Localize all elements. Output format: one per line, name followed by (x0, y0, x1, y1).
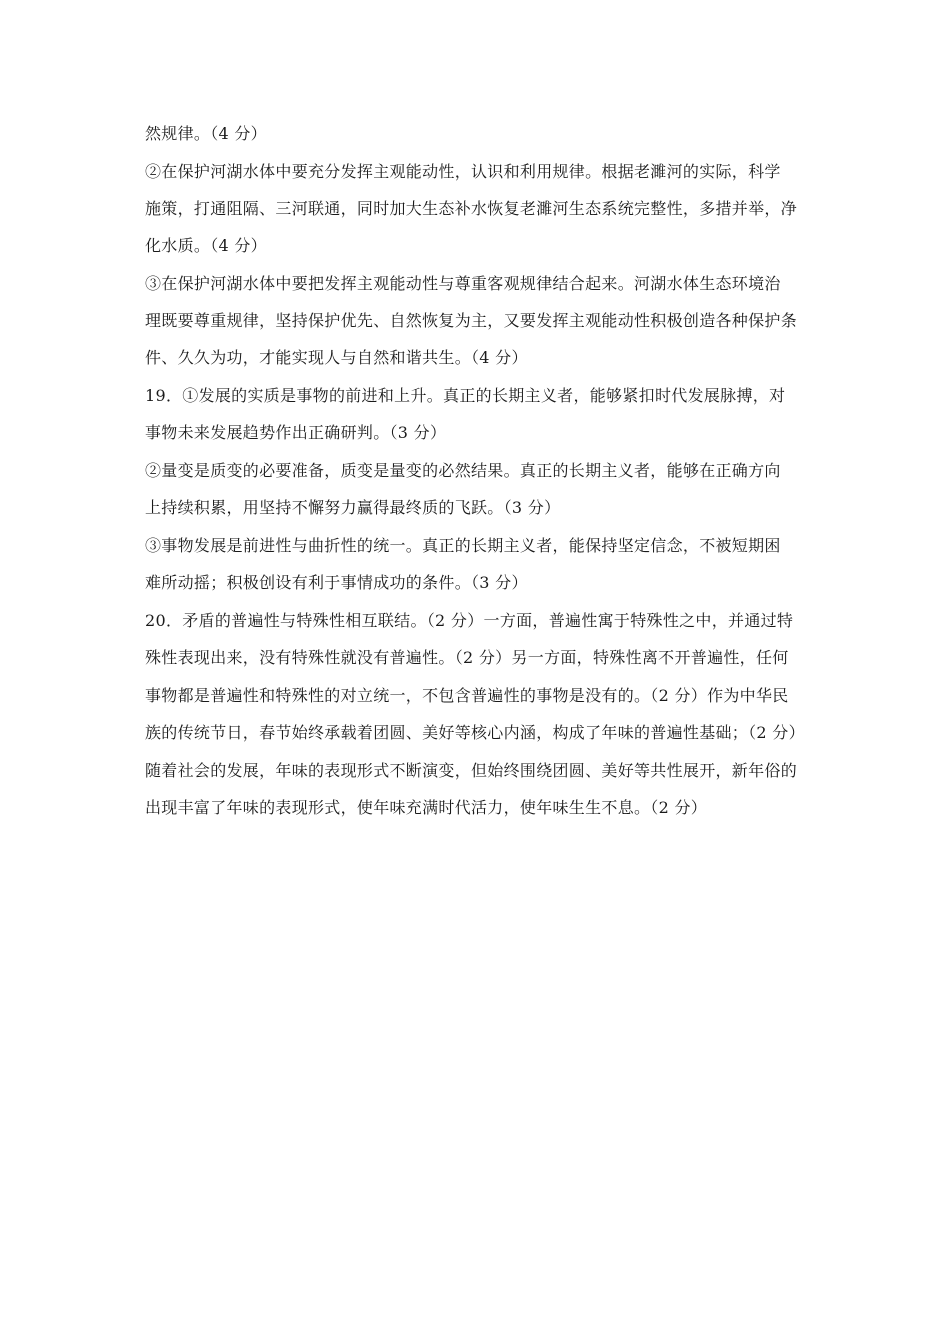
text-line: 出现丰富了年味的表现形式，使年味充满时代活力，使年味生生不息。（2 分） (145, 798, 708, 817)
text-line: 殊性表现出来，没有特殊性就没有普遍性。（2 分）另一方面，特殊性离不开普遍性，任何 (145, 648, 789, 667)
text-line: ③在保护河湖水体中要把发挥主观能动性与尊重客观规律结合起来。河湖水体生态环境治 (145, 274, 781, 293)
text-line: 事物未来发展趋势作出正确研判。（3 分） (145, 423, 447, 442)
text-line: ③事物发展是前进性与曲折性的统一。真正的长期主义者，能保持坚定信念，不被短期困 (145, 536, 781, 555)
text-line: 化水质。（4 分） (145, 236, 267, 255)
text-line: 然规律。（4 分） (145, 124, 267, 143)
text-line: ②在保护河湖水体中要充分发挥主观能动性，认识和利用规律。根据老濉河的实际，科学 (145, 162, 781, 181)
text-line: 理既要尊重规律，坚持保护优先、自然恢复为主，又要发挥主观能动性积极创造各种保护条 (145, 311, 798, 330)
text-line: 族的传统节日，春节始终承载着团圆、美好等核心内涵，构成了年味的普遍性基础；（2 分） (145, 723, 805, 742)
text-line: 上持续积累，用坚持不懈努力赢得最终质的飞跃。（3 分） (145, 498, 561, 517)
text-line: 难所动摇；积极创设有利于事情成功的条件。（3 分） (145, 573, 528, 592)
text-line: 件、久久为功，才能实现人与自然和谐共生。（4 分） (145, 348, 528, 367)
text-line: 施策，打通阻隔、三河联通，同时加大生态补水恢复老濉河生态系统完整性，多措并举，净 (145, 199, 798, 218)
text-line: 20．矛盾的普遍性与特殊性相互联结。（2 分）一方面，普遍性寓于特殊性之中，并通过特 (145, 611, 794, 630)
text-line: ②量变是质变的必要准备，质变是量变的必然结果。真正的长期主义者，能够在正确方向 (145, 461, 781, 480)
text-line: 19．①发展的实质是事物的前进和上升。真正的长期主义者，能够紧扣时代发展脉搏，对 (145, 386, 786, 405)
text-line: 随着社会的发展，年味的表现形式不断演变，但始终围绕团圆、美好等共性展开，新年俗的 (145, 761, 798, 780)
text-line: 事物都是普遍性和特殊性的对立统一，不包含普遍性的事物是没有的。（2 分）作为中华民 (145, 686, 789, 705)
